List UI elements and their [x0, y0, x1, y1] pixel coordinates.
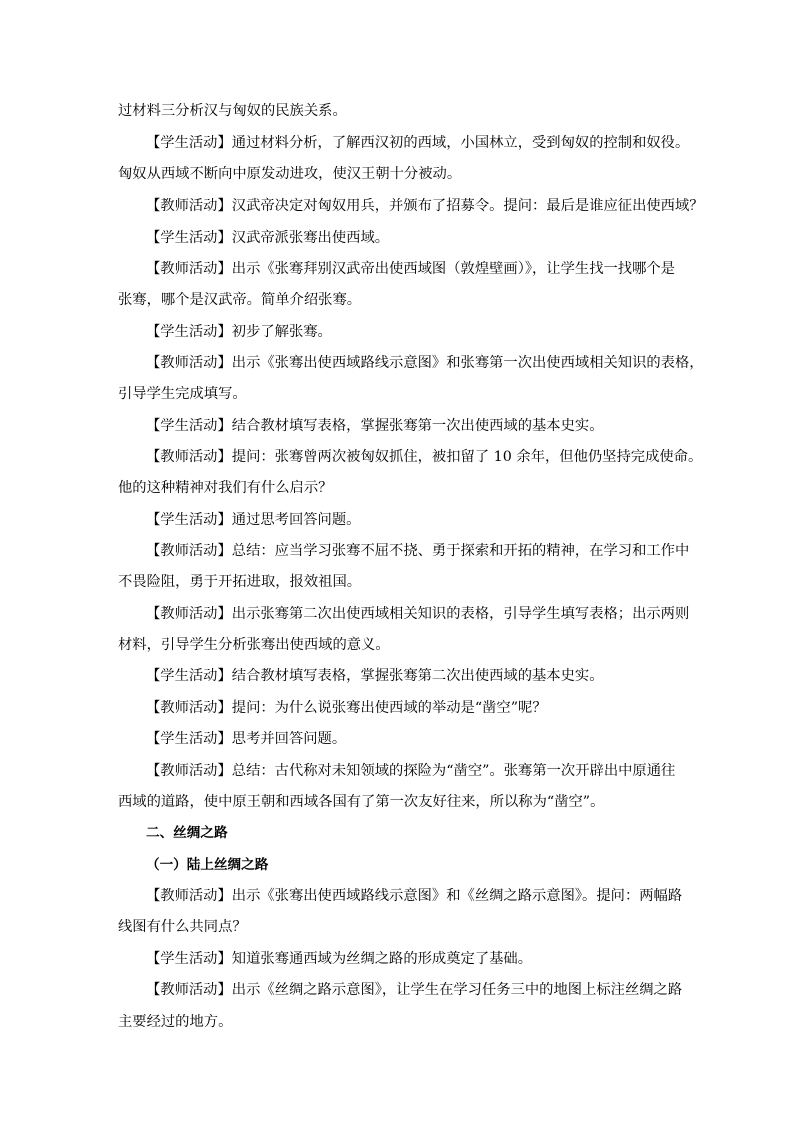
text-line-28: 【学生活动】知道张骞通西域为丝绸之路的形成奠定了基础。	[146, 951, 533, 967]
text-line-14: 【学生活动】通过思考回答问题。	[146, 512, 361, 528]
text-line-4: 【教师活动】汉武帝决定对匈奴用兵，并颁布了招募令。提问：最后是谁应征出使西域？	[146, 198, 704, 214]
text-line-7: 张骞，哪个是汉武帝。简单介绍张骞。	[118, 292, 362, 308]
text-line-17: 【教师活动】出示张骞第二次出使西域相关知识的表格，引导学生填写表格；出示两则	[146, 606, 690, 622]
text-line-21: 【学生活动】思考并回答问题。	[146, 731, 347, 747]
text-line-11: 【学生活动】结合教材填写表格，掌握张骞第一次出使西域的基本史实。	[146, 418, 604, 434]
text-line-3: 匈奴从西域不断向中原发动进攻，使汉王朝十分被动。	[118, 166, 462, 182]
text-line-10: 引导学生完成填写。	[118, 386, 247, 402]
text-line-29: 【教师活动】出示《丝绸之路示意图》，让学生在学习任务三中的地图上标注丝绸之路	[146, 982, 683, 998]
text-line-1: 过材料三分析汉与匈奴的民族关系。	[118, 103, 347, 119]
text-line-5: 【学生活动】汉武帝派张骞出使西域。	[146, 230, 390, 246]
text-line-18: 材料，引导学生分析张骞出使西域的意义。	[118, 637, 390, 653]
text-line-9: 【教师活动】出示《张骞出使西域路线示意图》和张骞第一次出使西域相关知识的表格，	[146, 355, 704, 371]
text-line-23: 西域的道路，使中原王朝和西域各国有了第一次友好往来，所以称为“凿空”。	[118, 794, 605, 810]
text-line-27: 线图有什么共同点？	[118, 919, 247, 935]
text-line-2: 【学生活动】通过材料分析，了解西汉初的西域，小国林立，受到匈奴的控制和奴役。	[146, 135, 690, 151]
text-line-8: 【学生活动】初步了解张骞。	[146, 324, 332, 340]
text-line-19: 【学生活动】结合教材填写表格，掌握张骞第二次出使西域的基本史实。	[146, 668, 604, 684]
text-line-26: 【教师活动】出示《张骞出使西域路线示意图》和《丝绸之路示意图》。提问：两幅路	[146, 888, 683, 904]
text-line-15: 【教师活动】总结：应当学习张骞不屈不挠、勇于探索和开拓的精神，在学习和工作中	[146, 543, 690, 559]
text-line-22: 【教师活动】总结：古代称对未知领域的探险为“凿空”。张骞第一次开辟出中原通往	[146, 763, 676, 779]
text-line-16: 不畏险阻，勇于开拓进取，报效祖国。	[118, 574, 362, 590]
subsection-heading: （一）陆上丝绸之路	[146, 857, 269, 873]
text-line-13: 他的这种精神对我们有什么启示？	[118, 480, 333, 496]
text-line-20: 【教师活动】提问：为什么说张骞出使西域的举动是“凿空”呢？	[146, 700, 547, 716]
text-line-30: 主要经过的地方。	[118, 1014, 233, 1030]
section-heading: 二、丝绸之路	[146, 825, 228, 841]
text-line-6: 【教师活动】出示《张骞拜别汉武帝出使西域图（敦煌壁画）》，让学生找一找哪个是	[146, 261, 675, 277]
text-line-12: 【教师活动】提问：张骞曾两次被匈奴抓住，被扣留了 10 余年，但他仍坚持完成使命。	[146, 449, 703, 465]
